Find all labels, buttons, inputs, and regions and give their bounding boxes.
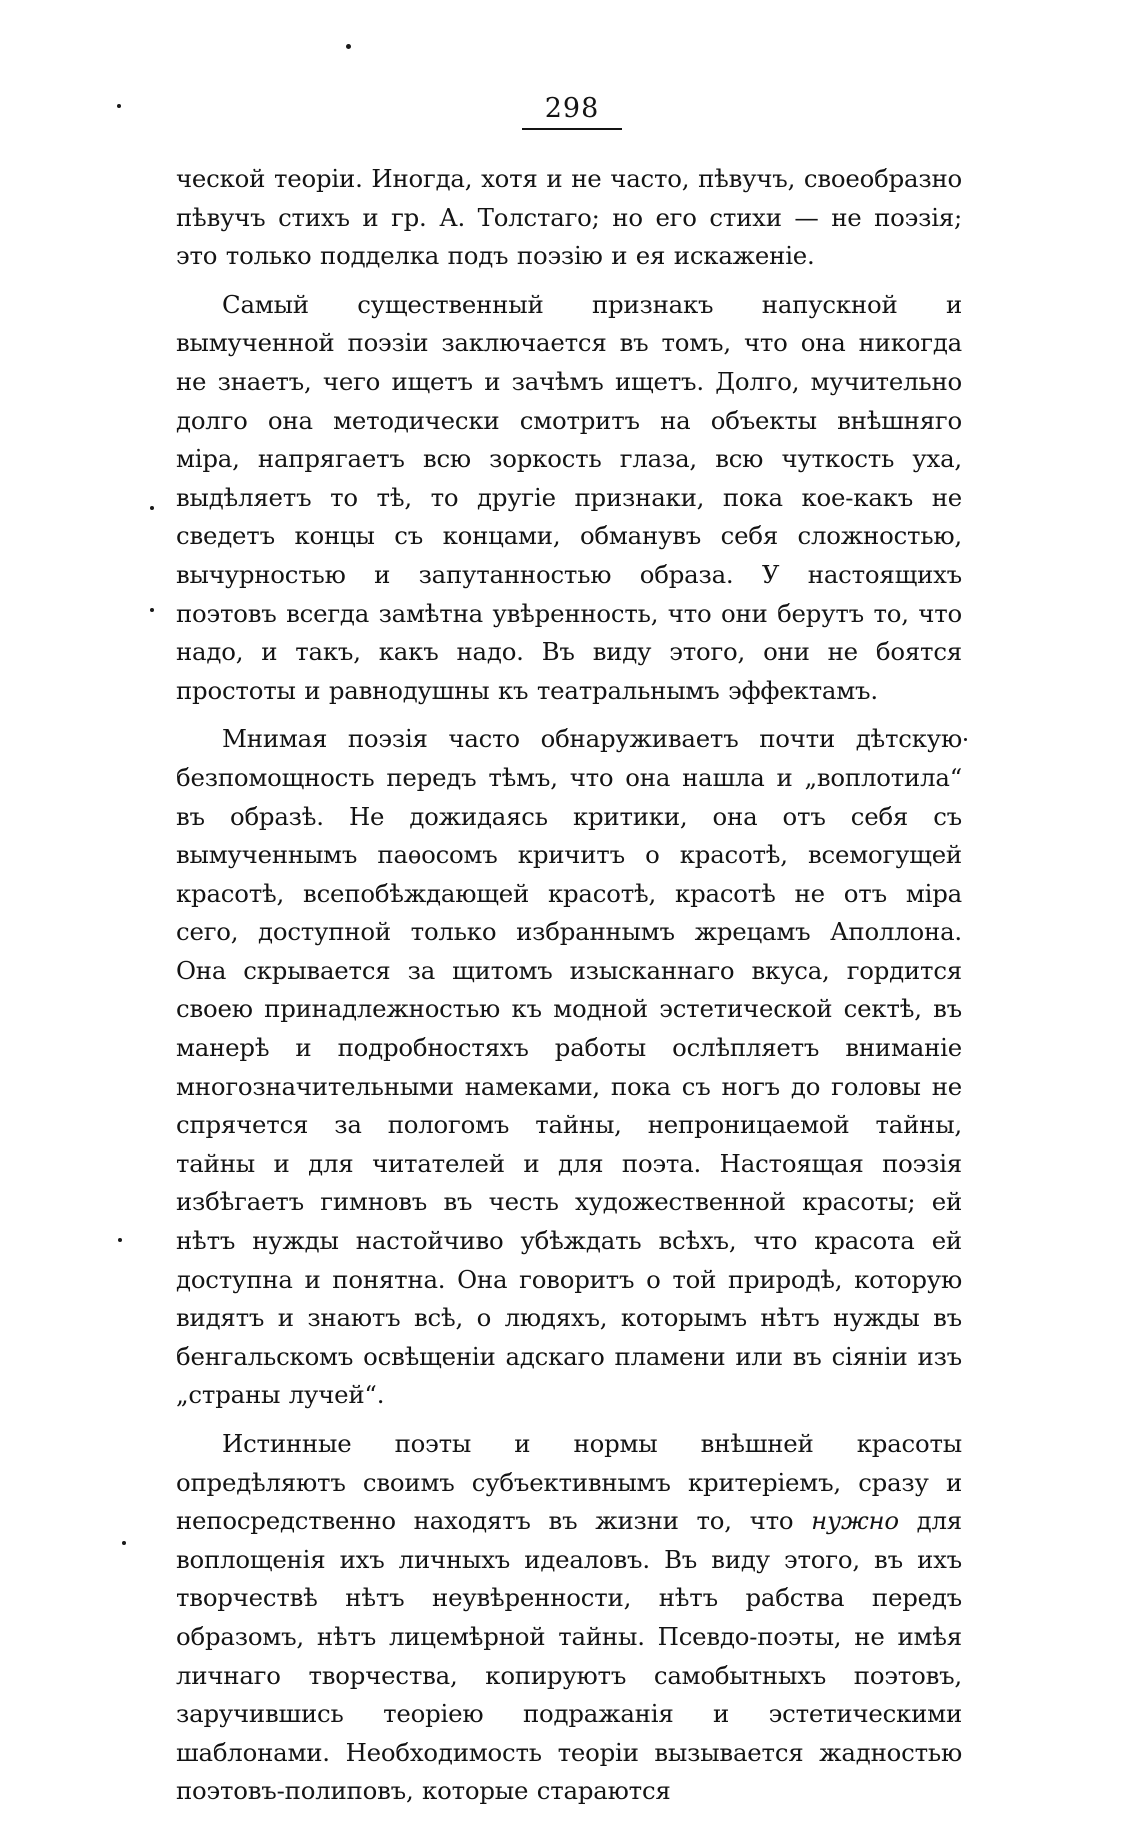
- scan-speck: [150, 506, 154, 510]
- scan-speck: [117, 104, 121, 108]
- paragraph-4-before: Истинные поэты и нормы внѣшней красоты опредѣляютъ своимъ субъективнымъ критеріемъ, сразу и непосредственно находятъ въ жизни то, что: [176, 1429, 962, 1536]
- paragraph-4-after: для воплощенія ихъ личныхъ идеаловъ. Въ виду этого, въ ихъ творчествѣ нѣтъ неувѣренности, нѣтъ рабства передъ образомъ, нѣтъ лицемѣрной тайны. Псевдо-поэты, не имѣя личнаго творчества, копируютъ самобытныхъ поэтовъ, заручившись теоріею подражанія и эстетическими шаблонами. Необходимость теоріи вызывается жадностью поэтовъ-полиповъ, которые стараются: [176, 1506, 962, 1806]
- page-number-rule: [522, 128, 622, 130]
- scan-speck: [118, 1238, 122, 1242]
- paragraph-1: ческой теоріи. Иногда, хотя и не часто, пѣвучъ, своеобразно пѣвучъ стихъ и гр. А. Толстаго; но его стихи — не поэзія; это только подделка подъ поэзію и ея искаженіе.: [176, 164, 962, 271]
- paragraph-2: Самый существенный признакъ напускной и вымученной поэзіи заключается въ томъ, что она никогда не знаетъ, чего ищетъ и зачѣмъ ищетъ. Долго, мучительно долго она методически смотритъ на объекты внѣшняго міра, напрягаетъ всю зоркость глаза, всю чуткость уха, выдѣляетъ то тѣ, то другіе признаки, пока кое-какъ не сведетъ концы съ концами, обманувъ себя сложностью, вычурностью и запутанностью образа. У настоящихъ поэтовъ всегда замѣтна увѣренность, что они берутъ то, что надо, и такъ, какъ надо. Въ виду этого, они не боятся простоты и равнодушны къ театральнымъ эффектамъ.: [176, 289, 962, 705]
- scan-speck: [346, 44, 351, 49]
- paragraph-4-emphasis: нужно: [811, 1506, 899, 1536]
- paragraph-3: Мнимая поэзія часто обнаруживаетъ почти дѣтскую безпомощность передъ тѣмъ, что она нашла и „воплотила“ въ образѣ. Не дожидаясь критики, она отъ себя съ вымученнымъ паѳосомъ кричитъ о красотѣ, всемогущей красотѣ, всепобѣждающей красотѣ, красотѣ не отъ міра сего, доступной только избраннымъ жрецамъ Аполлона. Она скрывается за щитомъ изысканнаго вкуса, гордится своею принадлежностью къ модной эстетической сектѣ, въ манерѣ и подробностяхъ работы ослѣпляетъ вниманіе многозначительными намеками, пока съ ногъ до головы не спрячется за пологомъ тайны, непроницаемой тайны, тайны и для читателей и для поэта. Настоящая поэзія избѣгаетъ гимновъ въ честь художественной красоты; ей нѣтъ нужды настойчиво убѣждать всѣхъ, что красота ей доступна и понятна. Она говоритъ о той природѣ, которую видятъ и знаютъ всѣ, о людяхъ, которымъ нѣтъ нужды въ бенгальскомъ освѣщеніи адскаго пламени или въ сіяніи изъ „страны лучей“.: [176, 724, 962, 1410]
- body-text: [176, 160, 962, 1821]
- scan-speck: [150, 608, 154, 612]
- scan-speck: [122, 1541, 126, 1545]
- paragraph-4: [176, 1425, 962, 1811]
- page-number: 298: [544, 93, 600, 124]
- scan-speck: [964, 738, 967, 741]
